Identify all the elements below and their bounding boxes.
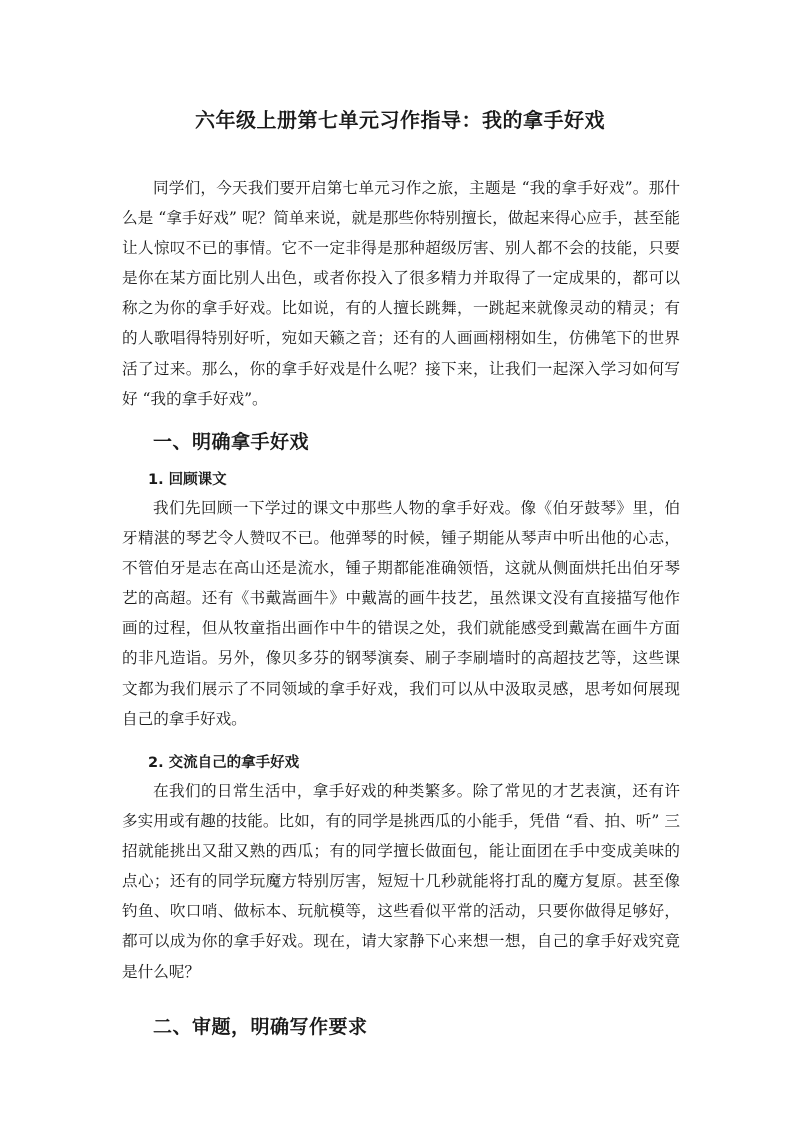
section-heading-1: 一、明确拿手好戏	[153, 431, 310, 453]
exchange-paragraph: 在我们的日常生活中，拿手好戏的种类繁多。除了常见的才艺表演，还有许多实用或有趣的技能。比如，有的同学是挑西瓜的小能手，凭借 “看、拍、听” 三招就能挑出又甜又熟的西瓜；有的同学擅长做面包，能让面团在手中变成美味的点心；还有的同学玩魔方特别厉害，短短十几秒就能将打乱的魔方复原。甚至像钓鱼、吹口哨、做标本、玩航模等，这些看似平常的活动，只要你做得足够好，都可以成为你的拿手好戏。现在，请大家静下心来想一想，自己的拿手好戏究竟是什么呢？	[122, 782, 680, 981]
section-heading-2: 二、审题，明确写作要求	[153, 1016, 368, 1038]
review-paragraph: 我们先回顾一下学过的课文中那些人物的拿手好戏。像《伯牙鼓琴》里，伯牙精湛的琴艺令人赞叹不已。他弹琴的时候，锺子期能从琴声中听出他的心志，不管伯牙是志在高山还是流水，锺子期都能准确领悟，这就从侧面烘托出伯牙琴艺的高超。还有《书戴嵩画牛》中戴嵩的画牛技艺，虽然课文没有直接描写他作画的过程，但从牧童指出画作中牛的错误之处，我们就能感受到戴嵩在画牛方面的非凡造诣。另外，像贝多芬的钢琴演奏、刷子李刷墙时的高超技艺等，这些课文都为我们展示了不同领域的拿手好戏，我们可以从中汲取灵感，思考如何展现自己的拿手好戏。	[122, 499, 680, 728]
subsection-heading-exchange: 2. 交流自己的拿手好戏	[148, 755, 300, 771]
subsection-heading-review: 1. 回顾课文	[148, 472, 227, 488]
document-title: 六年级上册第七单元习作指导：我的拿手好戏	[195, 108, 605, 132]
intro-paragraph: 同学们，今天我们要开启第七单元习作之旅，主题是 “我的拿手好戏”。那什么是 “拿手好戏” 呢？简单来说，就是那些你特别擅长，做起来得心应手，甚至能让人惊叹不已的事情。它不一定非得是那种超级厉害、别人都不会的技能，只要是你在某方面比别人出色，或者你投入了很多精力并取得了一定成果的，都可以称之为你的拿手好戏。比如说，有的人擅长跳舞，一跳起来就像灵动的精灵；有的人歌唱得特别好听，宛如天籁之音；还有的人画画栩栩如生，仿佛笔下的世界活了过来。那么，你的拿手好戏是什么呢？接下来，让我们一起深入学习如何写好 “我的拿手好戏”。	[122, 179, 680, 408]
